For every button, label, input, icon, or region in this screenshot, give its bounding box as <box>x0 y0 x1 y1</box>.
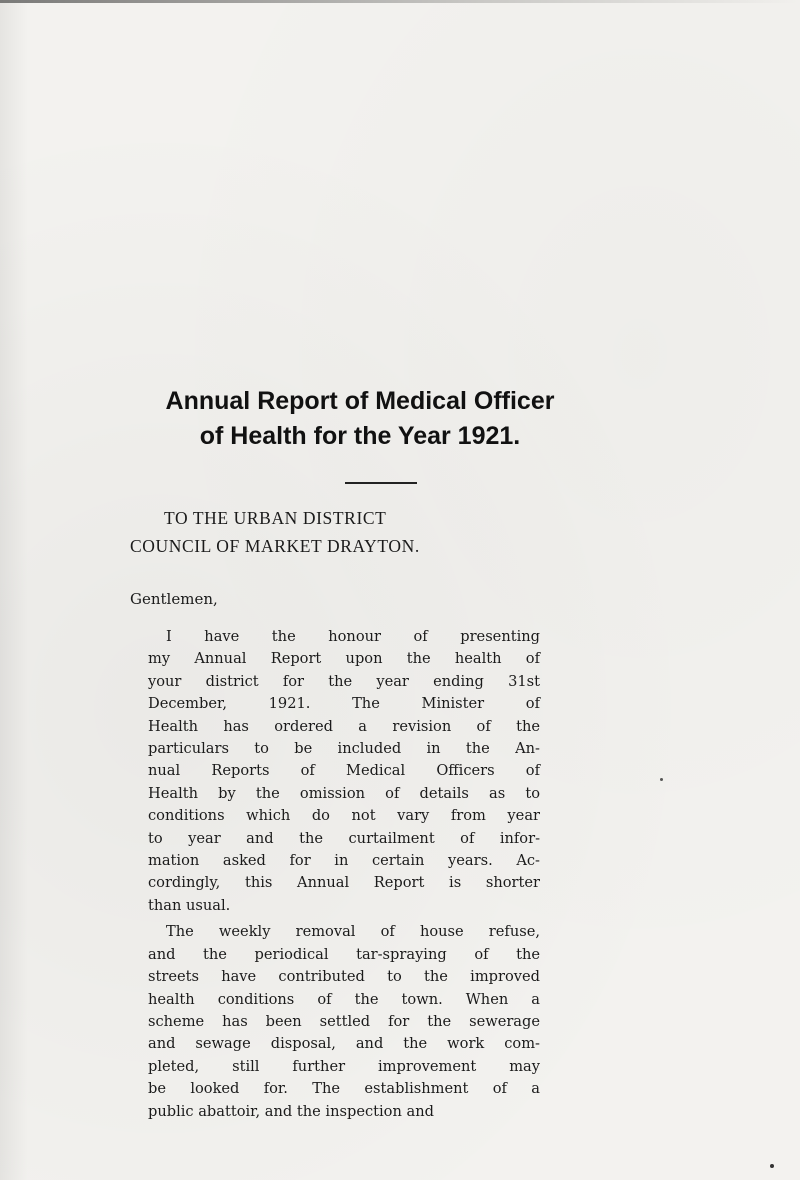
paragraph-line: and the periodical tar-spraying of the <box>148 945 540 963</box>
paragraph-line: scheme has been settled for the sewerage <box>148 1012 540 1030</box>
paragraph-line: your district for the year ending 31st <box>148 672 540 690</box>
report-title <box>0 384 720 454</box>
paragraph-line: than usual. <box>148 896 231 914</box>
salutation: Gentlemen, <box>130 590 218 608</box>
paragraph-line: The weekly removal of house refuse, <box>166 923 540 941</box>
paragraph-line: health conditions of the town. When a <box>148 990 540 1008</box>
page-top-edge <box>0 0 800 3</box>
ink-speck <box>660 778 663 781</box>
report-body <box>130 626 540 1127</box>
title-divider <box>345 482 417 484</box>
paragraph-line: Health by the omission of details as to <box>148 784 540 802</box>
paragraph-line: nual Reports of Medical Officers of <box>148 762 540 780</box>
report-title-line-2: of Health for the Year 1921. <box>199 422 521 450</box>
addressee-line-1: TO THE URBAN DISTRICT <box>164 508 387 528</box>
paragraph-2 <box>130 921 540 1123</box>
paragraph-line: public abattoir, and the inspection and <box>148 1102 434 1120</box>
paragraph-line: Health has ordered a revision of the <box>148 717 540 735</box>
paragraph-line: mation asked for in certain years. Ac- <box>148 852 540 870</box>
paragraph-line: December, 1921. The Minister of <box>148 695 540 713</box>
paragraph-line: be looked for. The establishment of a <box>148 1080 540 1098</box>
paragraph-line: my Annual Report upon the health of <box>148 650 540 668</box>
page-shadow-edge <box>0 0 28 1180</box>
paragraph-1 <box>130 626 540 917</box>
paragraph-line: pleted, still further improvement may <box>148 1057 540 1075</box>
report-title-line-1: Annual Report of Medical Officer <box>165 387 555 415</box>
paragraph-line: to year and the curtailment of infor- <box>148 829 540 847</box>
paragraph-line: streets have contributed to the improved <box>148 968 540 986</box>
paragraph-line: particulars to be included in the An- <box>148 740 540 758</box>
addressee <box>130 504 670 560</box>
paragraph-line: I have the honour of presenting <box>166 628 540 645</box>
paragraph-line: conditions which do not vary from year <box>148 807 540 825</box>
ink-speck <box>770 1164 774 1168</box>
addressee-line-2: COUNCIL OF MARKET DRAYTON. <box>130 536 420 556</box>
paragraph-line: and sewage disposal, and the work com- <box>148 1035 540 1053</box>
paragraph-line: cordingly, this Annual Report is shorter <box>148 874 540 892</box>
